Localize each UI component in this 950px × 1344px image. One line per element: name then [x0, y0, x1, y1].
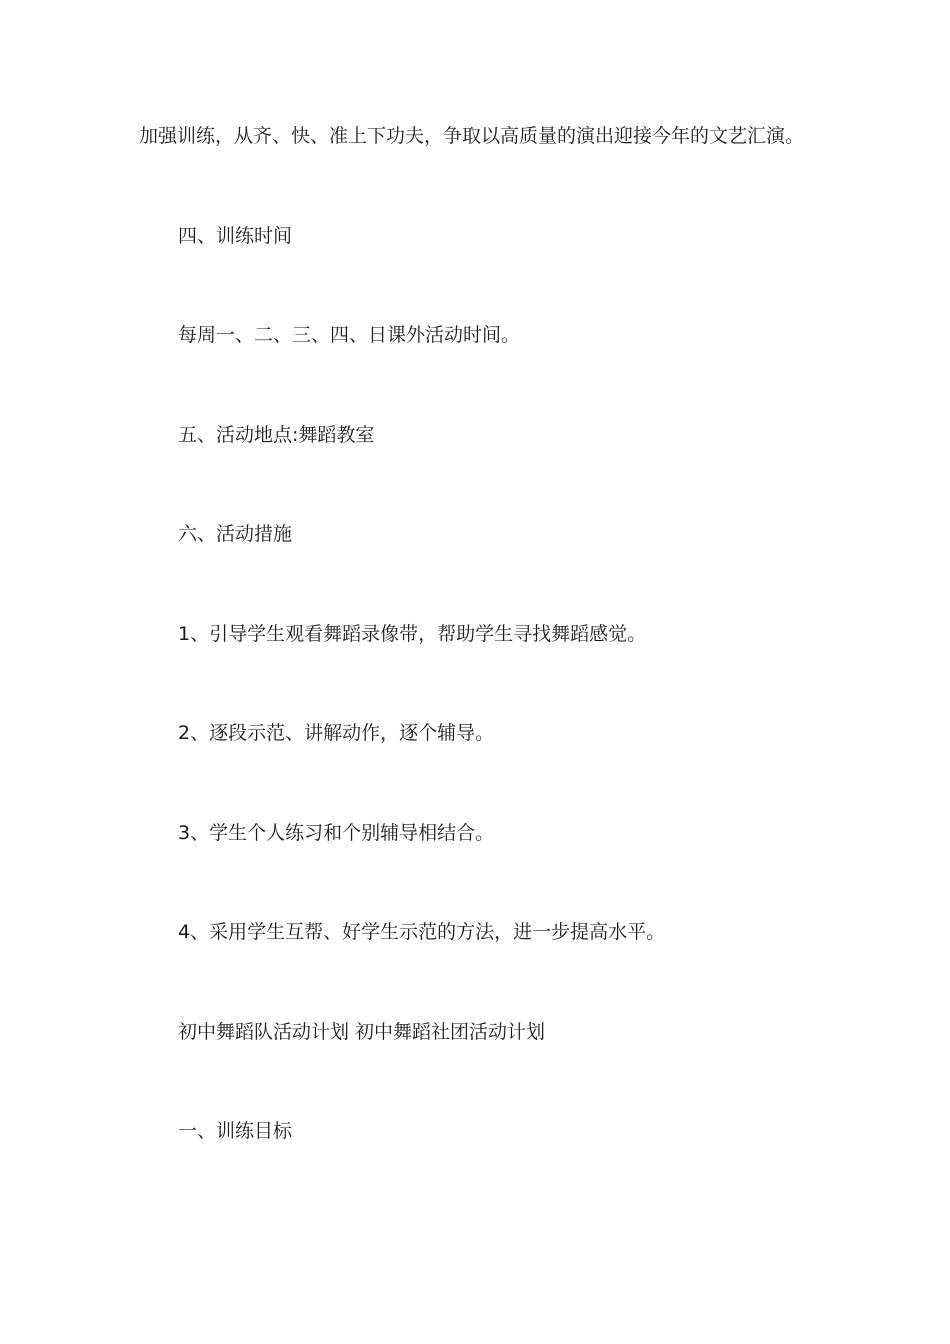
paragraph-continuation: 加强训练，从齐、快、准上下功夫，争取以高质量的演出迎接今年的文艺汇演。 — [139, 125, 805, 147]
section-heading-training-time: 四、训练时间 — [178, 225, 293, 247]
section-heading-training-goal: 一、训练目标 — [178, 1120, 293, 1142]
list-item-measure-2: 2、逐段示范、讲解动作，逐个辅导。 — [178, 722, 495, 744]
section-heading-measures: 六、活动措施 — [178, 523, 293, 545]
list-item-measure-4: 4、采用学生互帮、好学生示范的方法，进一步提高水平。 — [178, 921, 666, 943]
list-item-measure-3: 3、学生个人练习和个别辅导相结合。 — [178, 822, 495, 844]
section-heading-location: 五、活动地点:舞蹈教室 — [178, 424, 375, 446]
paragraph-schedule: 每周一、二、三、四、日课外活动时间。 — [178, 324, 521, 346]
document-title-line: 初中舞蹈队活动计划 初中舞蹈社团活动计划 — [178, 1021, 546, 1043]
list-item-measure-1: 1、引导学生观看舞蹈录像带，帮助学生寻找舞蹈感觉。 — [178, 623, 647, 645]
